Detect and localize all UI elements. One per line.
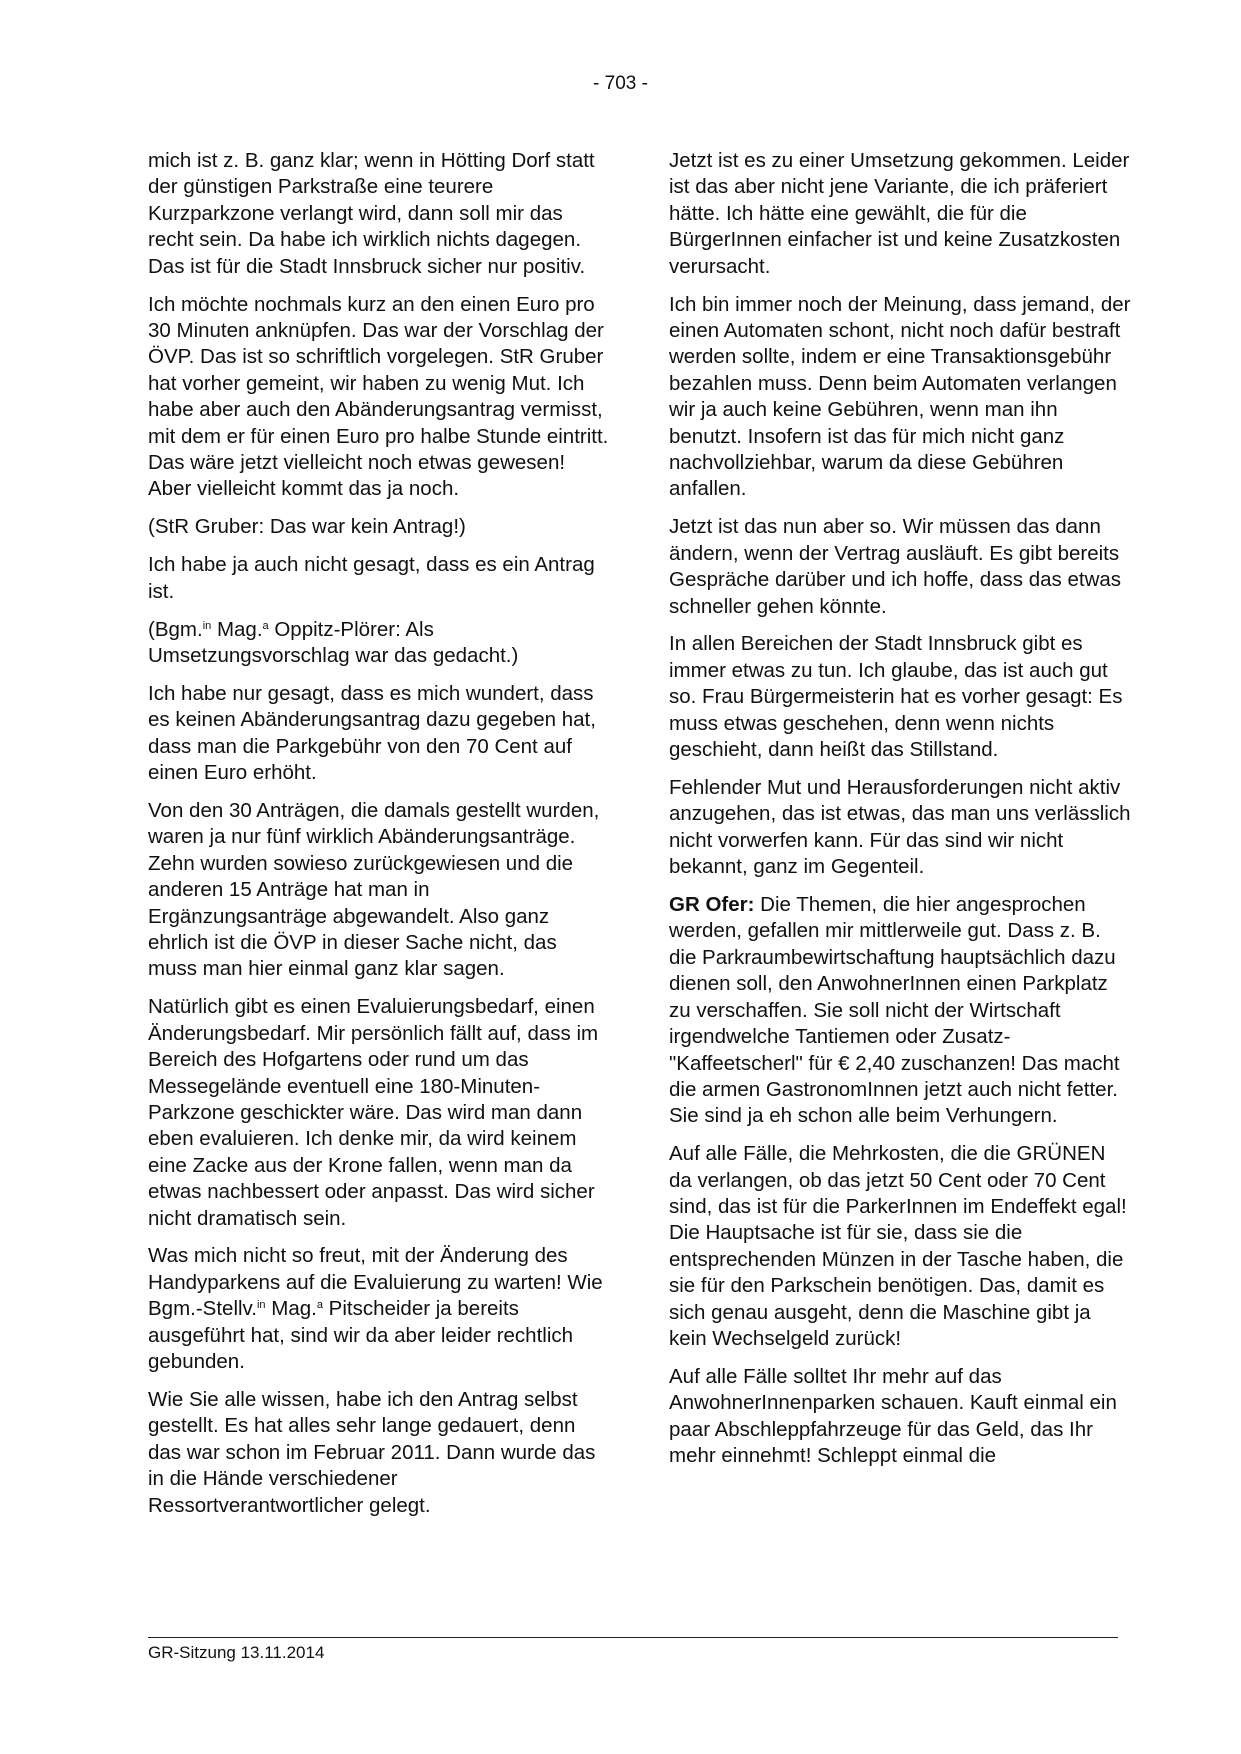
superscript: a xyxy=(262,619,269,632)
right-column xyxy=(669,148,1131,1481)
paragraph: Jetzt ist es zu einer Umsetzung gekommen. Leider ist das aber nicht jene Variante, die ich präferiert hätte. Ich hätte eine gewählt, die für die BürgerInnen einfacher ist und keine Zusatzkosten verursacht. xyxy=(669,149,1130,278)
superscript: a xyxy=(316,1299,323,1312)
paragraph: Fehlender Mut und Herausforderungen nicht aktiv anzugehen, das ist etwas, das man uns verlässlich nicht vorwerfen kann. Für das sind wir nicht bekannt, ganz im Gegenteil. xyxy=(669,775,1131,879)
text-run: Die Themen, die hier angesprochen werden, gefallen mir mittlerweile gut. Dass z. B. die Parkraumbewirtschaftung hauptsächlich dazu dienen soll, den AnwohnerInnen einen Parkplatz zu verschaffen. Sie soll nicht der Wirtschaft irgendwelche Tantiemen oder Zusatz-"Kaffeetscherl" für € 2,40 zuschanzen! Das macht die armen GastronomInnen jetzt auch nicht fetter. Sie sind ja eh schon alle beim Verhungern. xyxy=(669,893,1120,1128)
paragraph: Ich habe nur gesagt, dass es mich wundert, dass es keinen Abänderungsantrag dazu gegeben hat, dass man die Parkgebühr von den 70 Cent auf einen Euro erhöht. xyxy=(148,681,596,785)
paragraph: In allen Bereichen der Stadt Innsbruck gibt es immer etwas zu tun. Ich glaube, das ist auch gut so. Frau Bürgermeisterin hat es vorher gesagt: Es muss etwas geschehen, denn wenn nichts geschieht, dann heißt das Stillstand. xyxy=(669,632,1123,762)
paragraph: Ich bin immer noch der Meinung, dass jemand, der einen Automaten schont, nicht noch dafür bestraft werden sollte, indem er eine Transaktionsgebühr bezahlen muss. Denn beim Automaten verlangen wir ja auch keine Gebühren, wenn man ihn benutzt. Insofern ist das für mich nicht ganz nachvollziehbar, warum da diese Gebühren anfallen. xyxy=(669,292,1131,501)
paragraph: mich ist z. B. ganz klar; wenn in Hötting Dorf statt der günstigen Parkstraße eine teurere Kurzparkzone verlangt wird, dann soll mir das recht sein. Da habe ich wirklich nichts dagegen. Das ist für die Stadt Innsbruck sicher nur positiv. xyxy=(148,149,595,278)
interjection: (StR Gruber: Das war kein Antrag!) xyxy=(148,515,466,539)
text-run: (Bgm. xyxy=(148,617,203,641)
paragraph xyxy=(148,1243,610,1375)
text-run: Mag. xyxy=(265,1297,317,1321)
speaker-paragraph xyxy=(669,892,1131,1130)
page-number: - 703 - xyxy=(593,73,648,94)
superscript: in xyxy=(202,619,212,632)
text-run: Mag. xyxy=(211,617,263,641)
paragraph: Jetzt ist das nun aber so. Wir müssen das dann ändern, wenn der Vertrag ausläuft. Es gibt bereits Gespräche darüber und ich hoffe, dass das etwas schneller gehen könnte. xyxy=(669,515,1122,618)
footer-session-date: GR-Sitzung 13.11.2014 xyxy=(148,1643,325,1662)
text-run: Oppitz-Plörer: Als Umsetzungsvorschlag war das gedacht.) xyxy=(148,617,519,667)
paragraph: Auf alle Fälle solltet Ihr mehr auf das AnwohnerInnenparken schauen. Kauft einmal ein paar Abschleppfahrzeuge für das Geld, das Ihr mehr einnehmt! Schleppt einmal die xyxy=(669,1364,1117,1468)
paragraph: Von den 30 Anträgen, die damals gestellt wurden, waren ja nur fünf wirklich Abänderungsanträge. Zehn wurden sowieso zurückgewiesen und die anderen 15 Anträge hat man in Ergänzungsanträge abgewandelt. Also ganz ehrlich ist die ÖVP in dieser Sache nicht, das muss man hier einmal ganz klar sagen. xyxy=(148,798,600,981)
speaker-name: GR Ofer: xyxy=(669,893,755,917)
superscript: in xyxy=(256,1299,266,1312)
text-run: Pitscheider ja bereits ausgeführt hat, sind wir da aber leider rechtlich gebunden. xyxy=(148,1297,574,1374)
paragraph: Natürlich gibt es einen Evaluierungsbedarf, einen Änderungsbedarf. Mir persönlich fällt auf, dass im Bereich des Hofgartens oder rund um das Messegelände eventuell eine 180-Minuten-Parkzone geschickter wäre. Das wird man dann eben evaluieren. Ich denke mir, da wird keinem eine Zacke aus der Krone fallen, wenn man da etwas nachbessert oder anpasst. Das wird sicher nicht dramatisch sein. xyxy=(148,995,599,1230)
interjection xyxy=(148,617,610,670)
paragraph: Wie Sie alle wissen, habe ich den Antrag selbst gestellt. Es hat alles sehr lange gedauert, denn das war schon im Februar 2011. Dann wurde das in die Hände verschiedener Ressortverantwortlicher gelegt. xyxy=(148,1387,596,1517)
paragraph: Auf alle Fälle, die Mehrkosten, die die GRÜNEN da verlangen, ob das jetzt 50 Cent oder 70 Cent sind, das ist für die ParkerInnen im Endeffekt egal! Die Hauptsache ist für sie, dass sie die entsprechenden Münzen in der Tasche haben, die sie für den Parkschein benötigen. Das, damit es sich genau ausgeht, denn die Maschine gibt ja kein Wechselgeld zurück! xyxy=(669,1142,1127,1351)
paragraph: Ich habe ja auch nicht gesagt, dass es ein Antrag ist. xyxy=(148,553,595,603)
paragraph: Ich möchte nochmals kurz an den einen Euro pro 30 Minuten anknüpfen. Das war der Vorschlag der ÖVP. Das ist so schriftlich vorgelegen. StR Gruber hat vorher gemeint, wir haben zu wenig Mut. Ich habe aber auch den Abänderungsantrag vermisst, mit dem er für einen Euro pro halbe Stunde eintritt. Das wäre jetzt vielleicht noch etwas gewesen! Aber vielleicht kommt das ja noch. xyxy=(148,292,609,501)
text-run: Was mich nicht so freut, mit der Änderung des Handyparkens auf die Evaluierung zu warten! Wie Bgm.-Stellv. xyxy=(148,1244,603,1321)
footer-divider xyxy=(148,1637,1118,1638)
left-column xyxy=(148,148,610,1531)
